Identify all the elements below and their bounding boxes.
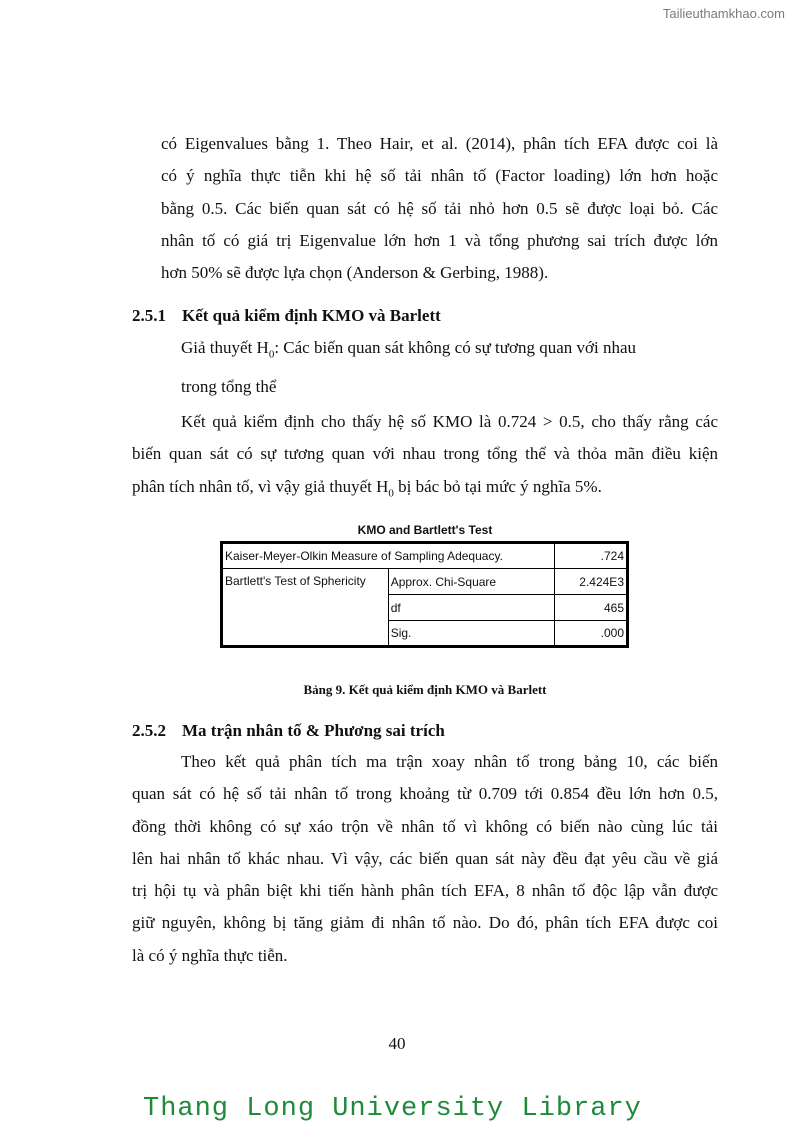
matrix-line: trị hội tụ và phân biệt khi tiến hành phân tích EFA, 8 nhân tố độc lập vẫn được [132, 881, 718, 901]
result-line: biến quan sát có sự tương quan với nhau trong tổng thể và thỏa mãn điều kiện [132, 444, 718, 464]
intro-line: có Eigenvalues bằng 1. Theo Hair, et al. (2014), phân tích EFA được coi là [161, 134, 718, 153]
stat-value-cell: .000 [555, 621, 628, 647]
hypothesis-paragraph [181, 332, 701, 403]
matrix-line: giữ nguyên, không bị tăng giảm đi nhân tố nào. Do đó, phân tích EFA được coi [132, 913, 718, 933]
hypothesis-line: trong tổng thể [181, 376, 277, 396]
matrix-line: là có ý nghĩa thực tiễn. [132, 945, 288, 965]
section-title: Kết quả kiểm định KMO và Barlett [182, 306, 441, 325]
kmo-bartlett-table [220, 541, 629, 648]
section-heading-2-5-1 [132, 306, 441, 326]
intro-line: bằng 0.5. Các biến quan sát có hệ số tải nhỏ hơn 0.5 sẽ được loại bỏ. Các [161, 198, 718, 218]
stat-label-cell: Sig. [388, 621, 555, 647]
hypothesis-rest: : Các biến quan sát không có sự tương quan với nhau [274, 338, 637, 357]
hypothesis-subscript: 0 [268, 348, 275, 361]
matrix-line: đồng thời không có sự xáo trộn về nhân tố vì không có biến nào cùng lúc tải [132, 816, 718, 836]
matrix-line: lên hai nhân tố khác nhau. Vì vậy, các biến quan sát này đều đạt yêu cầu về giá [132, 848, 718, 868]
intro-line: có ý nghĩa thực tiễn khi hệ số tải nhân tố (Factor loading) lớn hơn hoặc [161, 166, 718, 186]
intro-line: hơn 50% sẽ được lựa chọn (Anderson & Gerbing, 1988). [161, 263, 549, 283]
stat-value-cell: 2.424E3 [555, 569, 628, 595]
section-title: Ma trận nhân tố & Phương sai trích [182, 721, 445, 740]
kmo-table-title: KMO and Bartlett's Test [357, 523, 493, 537]
hypothesis-prefix: Giả thuyết H [181, 338, 269, 357]
site-watermark: Tailieuthamkhao.com [662, 6, 785, 21]
kmo-value-cell: .724 [555, 543, 628, 569]
matrix-line: quan sát có hệ số tải nhân tố trong khoảng từ 0.709 tới 0.854 đều lớn hơn 0.5, [132, 784, 718, 804]
table-row [222, 543, 628, 569]
intro-line: nhân tố có giá trị Eigenvalue lớn hơn 1 và tổng phương sai trích được lớn [161, 230, 718, 250]
matrix-line: Theo kết quả phân tích ma trận xoay nhân tố trong bảng 10, các biến [181, 752, 718, 771]
result-rest: bị bác bỏ tại mức ý nghĩa 5%. [393, 476, 602, 496]
section-number: 2.5.1 [132, 306, 166, 325]
kmo-result-paragraph [132, 406, 718, 509]
stat-label-cell: df [388, 595, 555, 621]
factor-matrix-paragraph [132, 746, 718, 972]
result-prefix: phân tích nhân tố, vì vậy giả thuyết H [132, 476, 389, 496]
kmo-label-cell: Kaiser-Meyer-Olkin Measure of Sampling Adequacy. [222, 543, 555, 569]
library-footer: Thang Long University Library [143, 1094, 642, 1124]
section-number: 2.5.2 [132, 721, 166, 740]
result-subscript: 0 [388, 486, 394, 499]
result-line: Kết quả kiểm định cho thấy hệ số KMO là 0.724 > 0.5, cho thấy rằng các [181, 412, 718, 431]
bartlett-label-cell: Bartlett's Test of Sphericity [222, 569, 389, 647]
stat-label-cell: Approx. Chi-Square [388, 569, 555, 595]
page-number: 40 [388, 1034, 406, 1053]
table-row [222, 569, 628, 595]
intro-paragraph [161, 128, 718, 289]
section-heading-2-5-2 [132, 721, 445, 741]
table-caption: Bảng 9. Kết quả kiểm định KMO và Barlett [303, 682, 547, 697]
hypothesis-line [181, 332, 701, 371]
stat-value-cell: 465 [555, 595, 628, 621]
result-line [132, 471, 718, 510]
